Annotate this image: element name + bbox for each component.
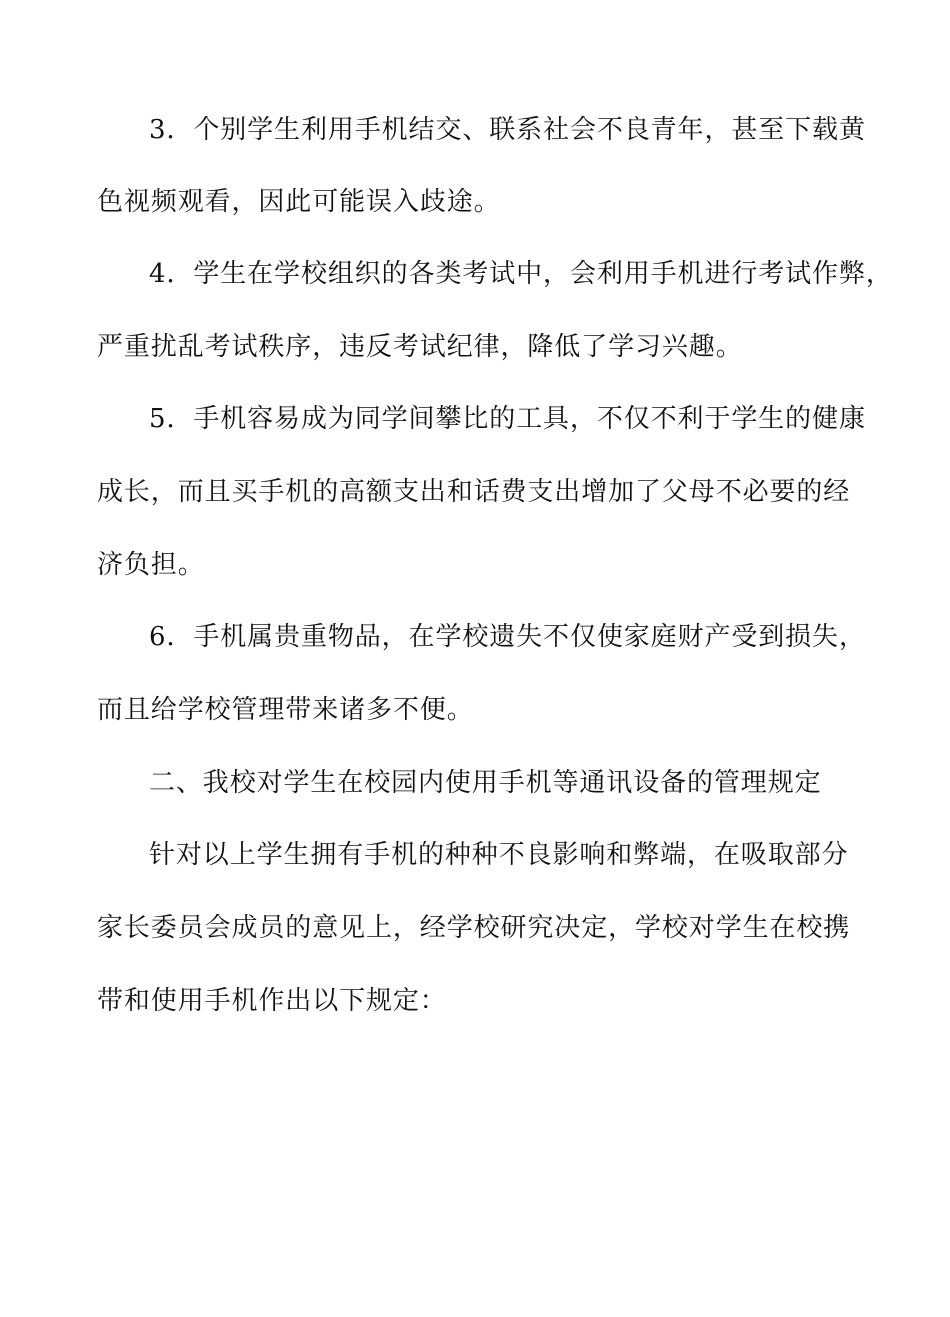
paragraph-3-line-2: 色视频观看，因此可能误入歧途。 [97, 187, 501, 217]
paragraph-3-line-1: 3．个别学生利用手机结交、联系社会不良青年，甚至下载黄 [149, 115, 866, 145]
paragraph-5-line-1: 5．手机容易成为同学间攀比的工具，不仅不利于学生的健康 [149, 404, 866, 434]
paragraph-4-line-2: 严重扰乱考试秩序，违反考试纪律，降低了学习兴趣。 [97, 332, 743, 362]
section-heading-2: 二、我校对学生在校园内使用手机等通讯设备的管理规定 [149, 768, 822, 798]
paragraph-5-line-2: 成长，而且买手机的高额支出和话费支出增加了父母不必要的经 [97, 477, 851, 507]
paragraph-intro-line-3: 带和使用手机作出以下规定： [97, 986, 447, 1016]
paragraph-4-line-1: 4．学生在学校组织的各类考试中，会利用手机进行考试作弊， [149, 259, 893, 289]
paragraph-6-line-1: 6．手机属贵重物品，在学校遗失不仅使家庭财产受到损失， [149, 622, 866, 652]
paragraph-intro-line-1: 针对以上学生拥有手机的种种不良影响和弊端，在吸取部分 [149, 840, 849, 870]
paragraph-6-line-2: 而且给学校管理带来诸多不便。 [97, 695, 474, 725]
paragraph-intro-line-2: 家长委员会成员的意见上，经学校研究决定，学校对学生在校携 [97, 913, 851, 943]
paragraph-5-line-3: 济负担。 [97, 550, 205, 580]
